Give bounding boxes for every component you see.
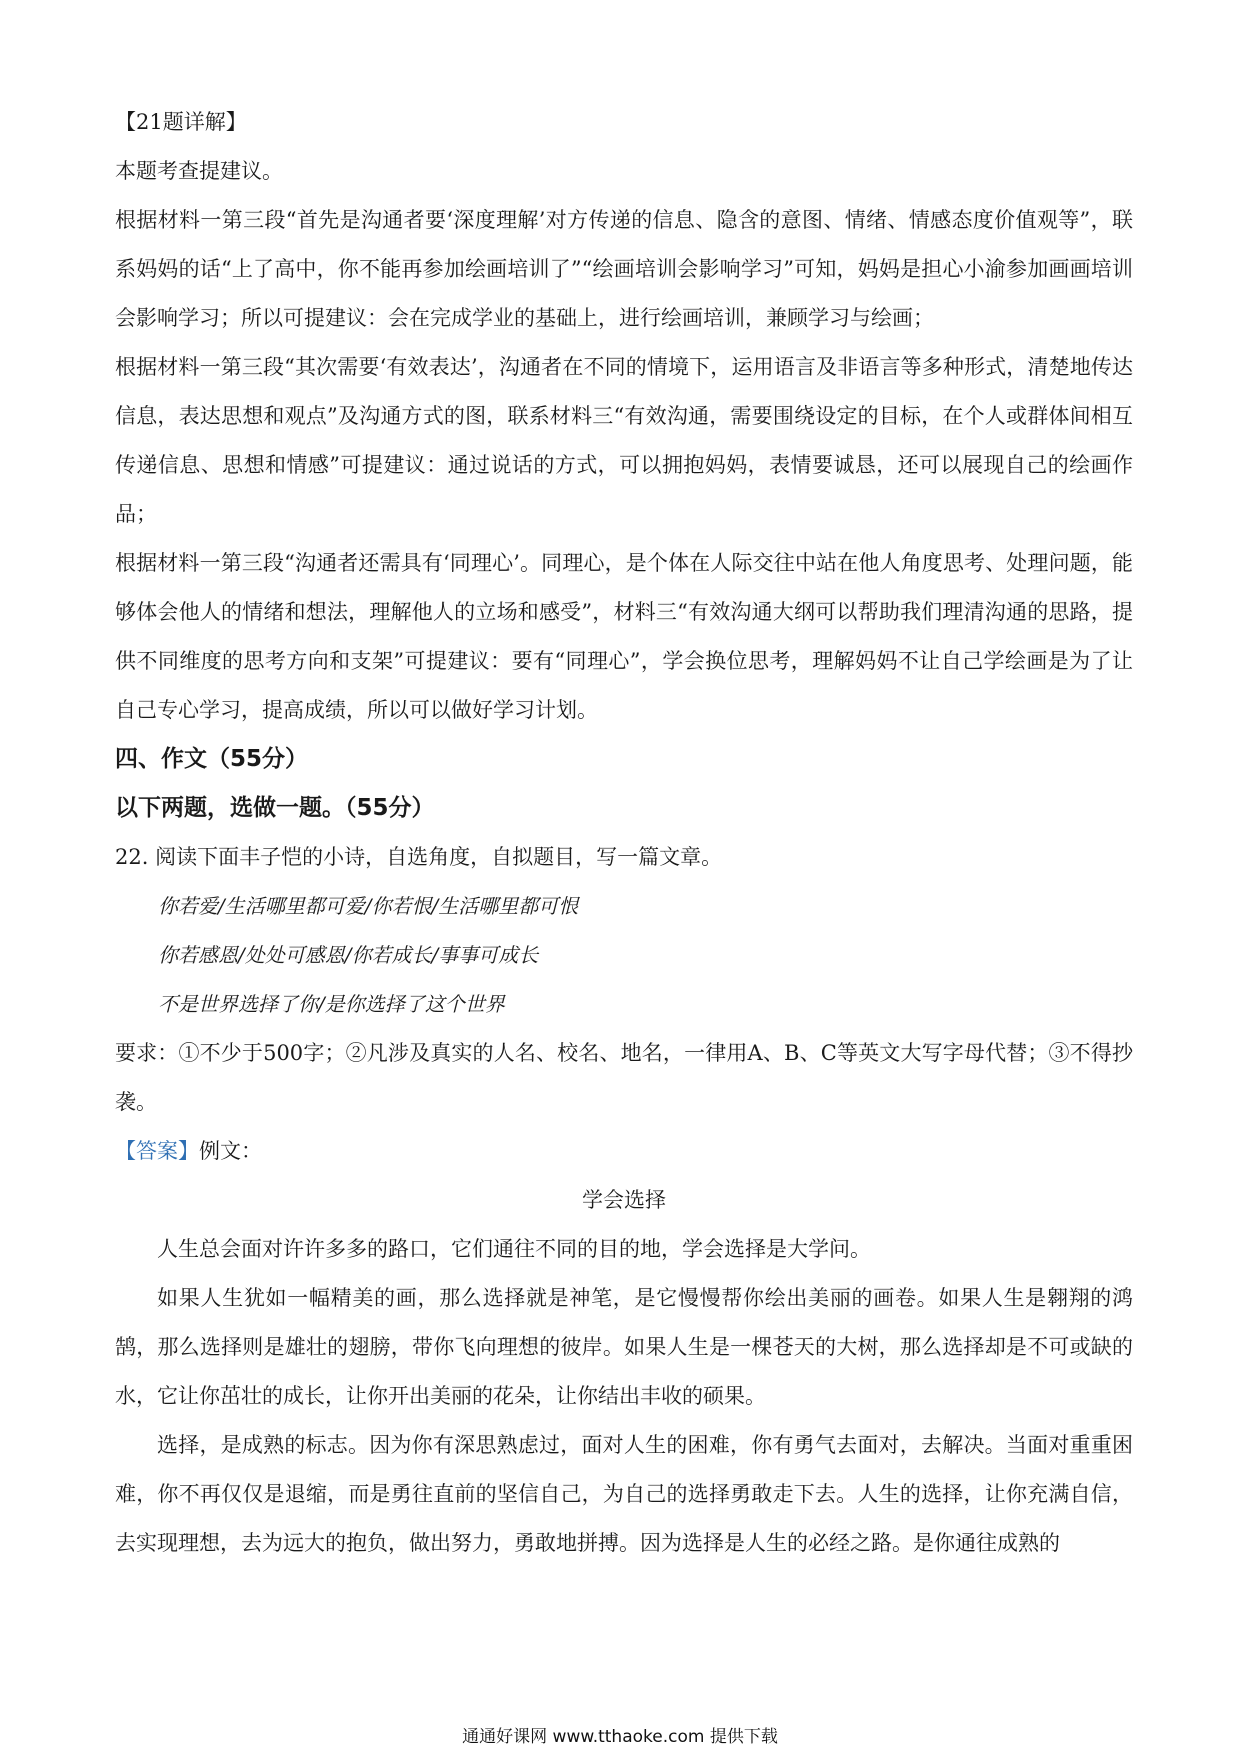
essay-title: 学会选择 — [582, 1188, 666, 1212]
poem-line: 你若爱/生活哪里都可爱/你若恨/生活哪里都可恨 — [158, 894, 579, 918]
essay-paragraph: 选择，是成熟的标志。因为你有深思熟虑过，面对人生的困难，你有勇气去面对，去解决。当面对重重困难，你不再仅仅是退缩，而是勇往直前的坚信自己，为自己的选择勇敢走下去。人生的选择，让你充满自信，去实现理想，去为远大的抱负，做出努力，勇敢地拼搏。因为选择是人生的必经之路。是你通往成熟的 — [115, 1433, 1133, 1555]
q22-requirements: 要求：①不少于500字；②凡涉及真实的人名、校名、地名，一律用A、B、C等英文大写字母代替；③不得抄袭。 — [115, 1041, 1133, 1114]
poem-line: 你若感恩/处处可感恩/你若成长/事事可成长 — [158, 943, 539, 967]
q22-prompt: 22. 阅读下面丰子恺的小诗，自选角度，自拟题目，写一篇文章。 — [115, 845, 723, 869]
answer-tag: 【答案】 — [115, 1139, 199, 1163]
section4-heading: 四、作文（55分） — [115, 746, 309, 772]
q21-paragraph-1: 根据材料一第三段“首先是沟通者要‘深度理解’对方传递的信息、隐含的意图、情绪、情感态度价值观等”，联系妈妈的话“上了高中，你不能再参加绘画培训了”“绘画培训会影响学习”可知，妈妈是担心小渝参加画画培训会影响学习；所以可提建议：会在完成学业的基础上，进行绘画培训，兼顾学习与绘画； — [115, 208, 1133, 330]
page-footer: 通通好课网 www.tthaoke.com 提供下载 — [462, 1727, 778, 1747]
essay-paragraph: 人生总会面对许许多多的路口，它们通往不同的目的地，学会选择是大学问。 — [157, 1237, 871, 1261]
poem-line: 不是世界选择了你/是你选择了这个世界 — [158, 992, 505, 1016]
answer-line — [115, 1127, 1133, 1176]
answer-label: 例文： — [199, 1139, 262, 1163]
section4-subheading: 以下两题，选做一题。（55分） — [115, 795, 435, 821]
q21-paragraph-3: 根据材料一第三段“沟通者还需具有‘同理心’。同理心，是个体在人际交往中站在他人角度思考、处理问题，能够体会他人的情绪和想法，理解他人的立场和感受”，材料三“有效沟通大纲可以帮助我们理清沟通的思路，提供不同维度的思考方向和支架”可提建议：要有“同理心”，学会换位思考，理解妈妈不让自己学绘画是为了让自己专心学习，提高成绩，所以可以做好学习计划。 — [115, 551, 1133, 722]
q21-paragraph-2: 根据材料一第三段“其次需要‘有效表达’，沟通者在不同的情境下，运用语言及非语言等多种形式，清楚地传达信息，表达思想和观点”及沟通方式的图，联系材料三“有效沟通，需要围绕设定的目标，在个人或群体间相互传递信息、思想和情感”可提建议：通过说话的方式，可以拥抱妈妈，表情要诚恳，还可以展现自己的绘画作品； — [115, 355, 1133, 526]
q21-heading: 【21题详解】 — [115, 110, 247, 134]
document-page — [115, 98, 1133, 1568]
q21-intro: 本题考查提建议。 — [115, 159, 283, 183]
essay-paragraph: 如果人生犹如一幅精美的画，那么选择就是神笔，是它慢慢帮你绘出美丽的画卷。如果人生是翱翔的鸿鹄，那么选择则是雄壮的翅膀，带你飞向理想的彼岸。如果人生是一棵苍天的大树，那么选择却是不可或缺的水，它让你茁壮的成长，让你开出美丽的花朵，让你结出丰收的硕果。 — [115, 1286, 1133, 1408]
